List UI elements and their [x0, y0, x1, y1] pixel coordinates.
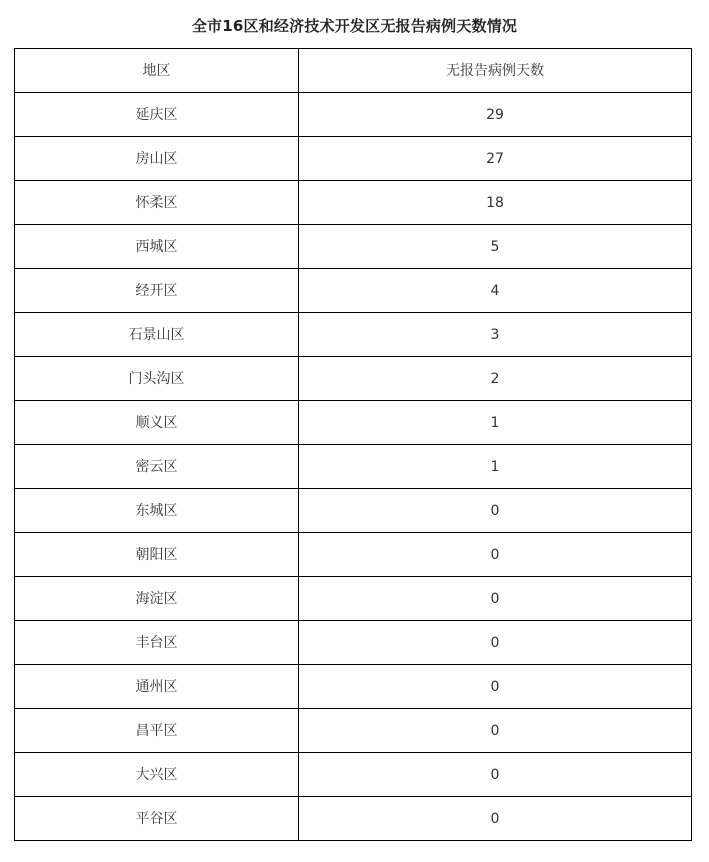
table-header-row — [15, 49, 692, 93]
table-row — [15, 709, 692, 753]
days-cell: 0 — [299, 709, 692, 753]
days-cell: 27 — [299, 137, 692, 181]
table-row — [15, 577, 692, 621]
days-cell: 1 — [299, 445, 692, 489]
page-title: 全市16区和经济技术开发区无报告病例天数情况 — [191, 17, 518, 35]
header-days: 无报告病例天数 — [299, 49, 692, 93]
data-table — [14, 48, 692, 841]
region-cell: 房山区 — [15, 137, 299, 181]
table-row — [15, 401, 692, 445]
days-cell: 0 — [299, 577, 692, 621]
table-row — [15, 797, 692, 841]
days-cell: 0 — [299, 665, 692, 709]
table-row — [15, 313, 692, 357]
days-cell: 0 — [299, 797, 692, 841]
region-cell: 通州区 — [15, 665, 299, 709]
table-row — [15, 357, 692, 401]
region-cell: 密云区 — [15, 445, 299, 489]
table-row — [15, 445, 692, 489]
days-cell: 3 — [299, 313, 692, 357]
region-cell: 丰台区 — [15, 621, 299, 665]
days-cell: 2 — [299, 357, 692, 401]
table-row — [15, 93, 692, 137]
days-cell: 0 — [299, 753, 692, 797]
region-cell: 延庆区 — [15, 93, 299, 137]
region-cell: 东城区 — [15, 489, 299, 533]
region-cell: 门头沟区 — [15, 357, 299, 401]
table-body — [15, 93, 692, 841]
region-cell: 经开区 — [15, 269, 299, 313]
days-cell: 29 — [299, 93, 692, 137]
region-cell: 石景山区 — [15, 313, 299, 357]
table-row — [15, 225, 692, 269]
region-cell: 西城区 — [15, 225, 299, 269]
table-row — [15, 665, 692, 709]
region-cell: 大兴区 — [15, 753, 299, 797]
days-cell: 18 — [299, 181, 692, 225]
table-row — [15, 489, 692, 533]
days-cell: 5 — [299, 225, 692, 269]
table-row — [15, 753, 692, 797]
days-cell: 0 — [299, 489, 692, 533]
table-row — [15, 181, 692, 225]
days-cell: 0 — [299, 621, 692, 665]
table-row — [15, 269, 692, 313]
table-row — [15, 533, 692, 577]
region-cell: 顺义区 — [15, 401, 299, 445]
region-cell: 昌平区 — [15, 709, 299, 753]
region-cell: 朝阳区 — [15, 533, 299, 577]
region-cell: 平谷区 — [15, 797, 299, 841]
header-region: 地区 — [15, 49, 299, 93]
region-cell: 海淀区 — [15, 577, 299, 621]
table-row — [15, 621, 692, 665]
table-row — [15, 137, 692, 181]
days-cell: 1 — [299, 401, 692, 445]
days-cell: 0 — [299, 533, 692, 577]
region-cell: 怀柔区 — [15, 181, 299, 225]
days-cell: 4 — [299, 269, 692, 313]
table-header — [15, 49, 692, 93]
